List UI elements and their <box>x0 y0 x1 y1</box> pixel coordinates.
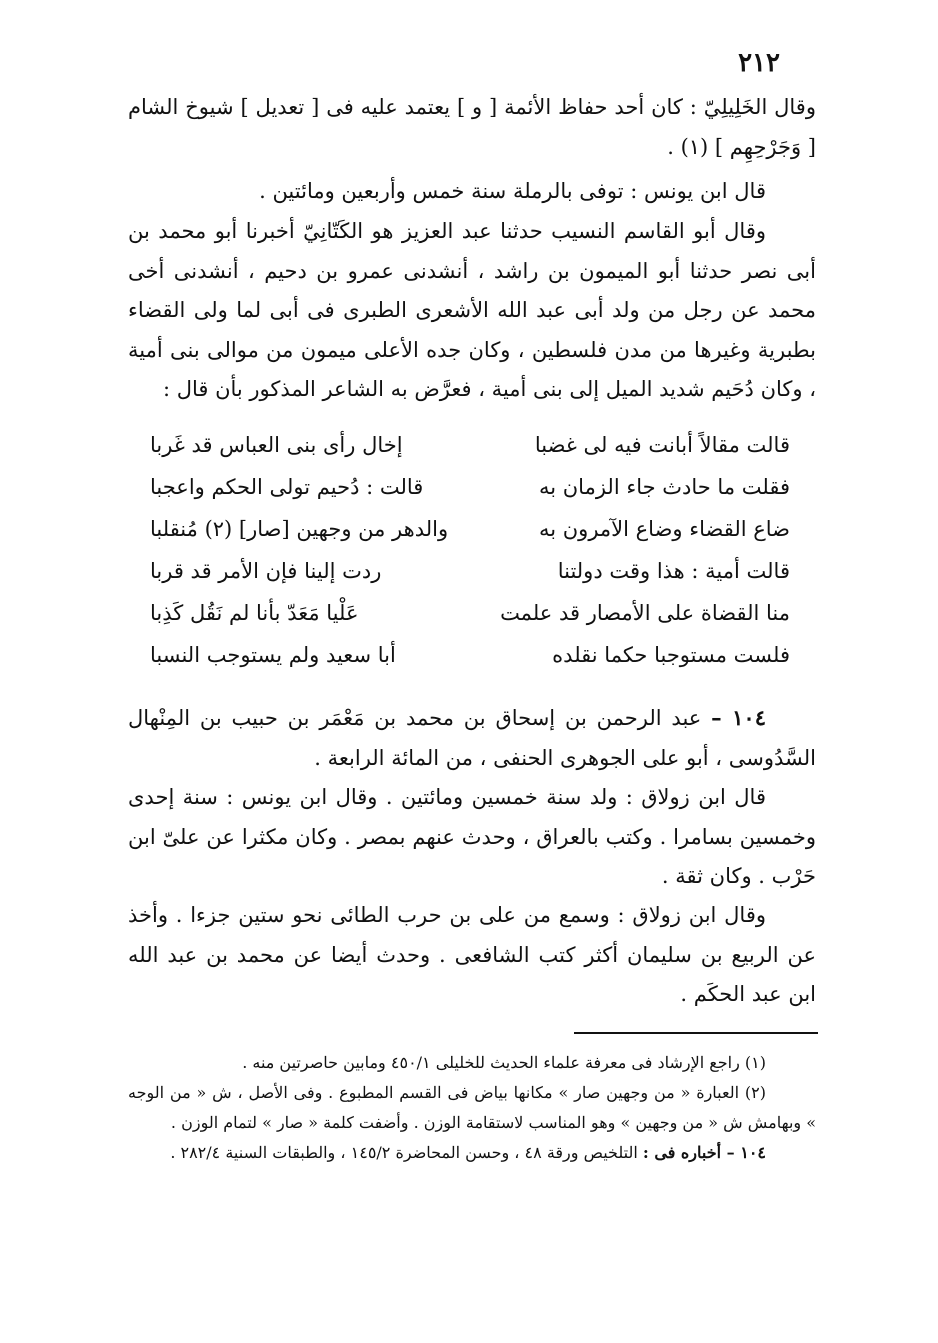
footnote-text: التلخيص ورقة ٤٨ ، وحسن المحاضرة ١٤٥/٢ ، والطبقات السنية ٢٨٢/٤ . <box>170 1143 638 1162</box>
poem-verse <box>150 550 790 592</box>
poem <box>150 424 790 676</box>
footnote-label: (٢) <box>744 1083 766 1102</box>
verse-first-hemistich: فلست مستوجبا حكما نقلده <box>552 643 790 667</box>
footnote <box>128 1078 816 1138</box>
entry-number: ١٠٤ – <box>711 705 766 730</box>
verse-second-hemistich: عَلْيا مَعَدّ بأنا لم نَقُل كَذِبا <box>150 601 359 625</box>
footnote-divider <box>574 1032 818 1034</box>
verse-first-hemistich: فقلت ما حادث جاء الزمان به <box>538 475 790 499</box>
footnote-label: (١) <box>744 1053 766 1072</box>
paragraph-khalili: وقال الخَلِيلِيّ : كان أحد حفاظ الأئمة [ و ] يعتمد عليه فى [ تعديل ] شيوخ الشام [ وَجَرْحِهِم ] (١) . <box>128 95 816 159</box>
verse-first-hemistich: منا القضاة على الأمصار قد علمت <box>500 601 790 625</box>
verse-second-hemistich: إخال رأى بنى العباس قد غَربا <box>150 433 403 457</box>
entry-paragraph: وقال ابن زولاق : وسمع من على بن حرب الطائى نحو ستين جزءا . وأخذ عن الربيع بن سليمان أكثر كتب الشافعى . وحدث أيضا عن محمد بن عبد الله ابن عبد الحكَم . <box>128 903 816 1006</box>
footnote <box>128 1048 816 1078</box>
footnotes <box>128 1048 816 1168</box>
paragraph-ibn-yunus: قال ابن يونس : توفى بالرملة سنة خمس وأربعين ومائتين . <box>259 179 766 203</box>
poem-verse <box>150 592 790 634</box>
entry-paragraph: قال ابن زولاق : ولد سنة خمسين ومائتين . وقال ابن يونس : سنة إحدى وخمسين بسامرا . وكتب بالعراق ، وحدث عنهم بمصر . وكان مكثرا عن علىّ ابن حَرْب . وكان ثقة . <box>128 785 816 888</box>
footnote-label: ١٠٤ – أخباره فى : <box>642 1143 766 1162</box>
verse-second-hemistich: ردت إلينا فإن الأمر قد قربا <box>150 559 382 583</box>
verse-second-hemistich: قالت : دُحيم تولى الحكم واعجبا <box>150 475 424 499</box>
entry-title-text: عبد الرحمن بن إسحاق بن محمد بن مَعْمَر بن حبيب بن المِنْهال السَّدُوسى ، أبو على الجوهرى الحنفى ، من المائة الرابعة . <box>128 706 816 770</box>
verse-second-hemistich: والدهر من وجهين [صار] (٢) مُنقلبا <box>150 517 449 541</box>
verse-first-hemistich: قالت أمية : هذا وقت دولتنا <box>557 559 790 583</box>
footnote-text: العبارة « من وجهين صار » مكانها بياض فى القسم المطبوع . وفى الأصل ، ش « من الوجه » وبهامش ش « من وجهين » وهو المناسب لاستقامة الوزن . وأضفت كلمة « صار » لتمام الوزن . <box>128 1083 816 1132</box>
poem-verse <box>150 634 790 676</box>
poem-verse <box>150 424 790 466</box>
footnote <box>128 1138 816 1168</box>
page-number: ٢١٢ <box>738 48 780 78</box>
verse-first-hemistich: قالت مقالاً أبانت فيه لى غضبا <box>534 433 790 457</box>
poem-verse <box>150 508 790 550</box>
entry-heading <box>128 698 816 778</box>
verse-second-hemistich: أبا سعيد ولم يستوجب النسبا <box>150 643 396 667</box>
footnote-text: راجع الإرشاد فى معرفة علماء الحديث للخليلى ٤٥٠/١ ومابين حاصرتين منه . <box>242 1053 740 1072</box>
paragraph-abu-al-qasim: وقال أبو القاسم النسيب حدثنا عبد العزيز هو الكَتّانِيّ أخبرنا أبو محمد بن أبى نصر حدثنا أبو الميمون بن راشد ، أنشدنى عمرو بن دحيم ، أنشدنى أخى محمد عن رجل من ولد أبى عبد الله الأشعرى الطبرى فى أبى لما ولى القضاء بطبرية وغيرها من مدن فلسطين ، وكان جده الأعلى ميمون من موالى بنى أمية ، وكان دُحَيم شديد الميل إلى بنى أمية ، فعرَّض به الشاعر المذكور بأن قال : <box>128 219 816 401</box>
poem-verse <box>150 466 790 508</box>
verse-first-hemistich: ضاع القضاء وضاع الآمرون به <box>538 517 790 541</box>
